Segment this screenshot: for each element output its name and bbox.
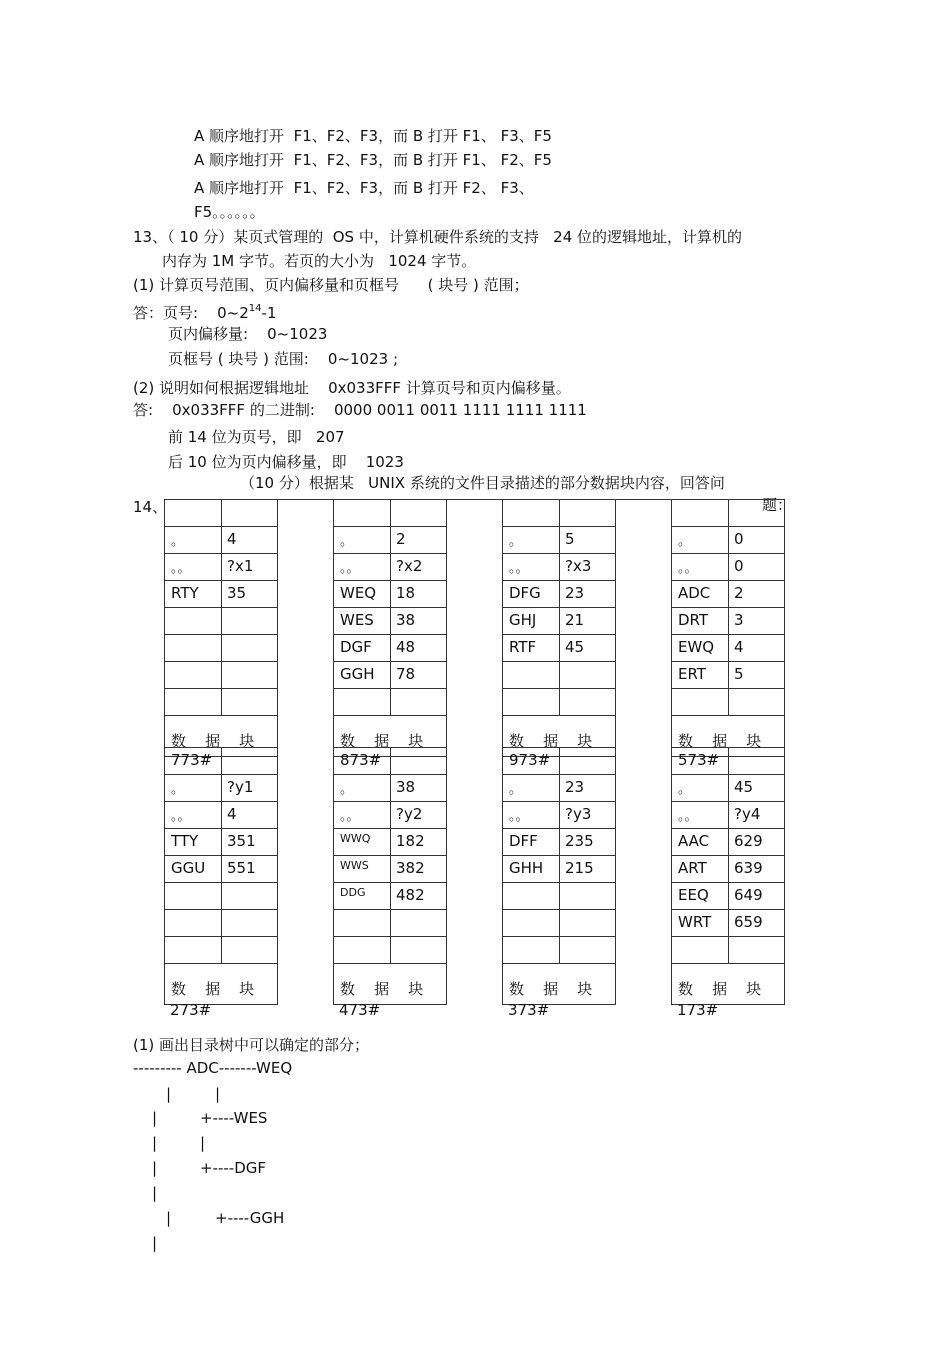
table-row [165,774,277,801]
q13-answer1-frame: 页框号 ( 块号 ) 范围: 0~1023 ; [168,350,399,368]
bottom-data-block [671,747,785,1005]
table-row [334,882,446,909]
entry-inode: 215 [565,859,594,877]
table-row [165,499,277,526]
entry-inode: 659 [734,913,763,931]
table-row [334,801,446,828]
entry-inode: ?y4 [734,805,761,823]
entry-name: GGU [171,859,206,877]
entry-inode: 23 [565,584,585,602]
entry-name: 。。 [509,809,529,824]
block-id: 573# [678,751,720,769]
entry-inode: 2 [396,530,406,548]
q13-line1: 13、（ 10 分）某页式管理的 OS 中，计算机硬件系统的支持 24 位的逻辑地址，计算机的 [133,228,743,246]
entry-inode: 382 [396,859,425,877]
q13-answer1: 答：页号: $0\sim 2^{14}-1$ [133,303,277,322]
block-label: 数 据 块 [340,732,424,750]
entry-inode: 182 [396,832,425,850]
tree-node-dgf: +----DGF [200,1159,267,1177]
table-row [334,634,446,661]
entry-inode: 351 [227,832,256,850]
table-row [334,688,446,715]
table-row [334,936,446,963]
table-row [165,828,277,855]
tree-branch: | [152,1134,158,1152]
entry-inode: 629 [734,832,763,850]
q13-line2: 内存为 1M 字节。若页的大小为 1024 字节。 [162,252,477,270]
entry-name: 。 [171,782,185,797]
table-row [672,688,784,715]
entry-inode: 78 [396,665,416,683]
tree-branch: | [152,1184,158,1202]
tree-root-line: --------- ADC-------WEQ [133,1059,293,1077]
tree-branch: | [215,1085,221,1103]
entry-inode: 0 [734,557,744,575]
entry-inode: 23 [565,778,585,796]
table-row [165,688,277,715]
q13-answer2: 答: 0x033FFF 的二进制: 0000 0011 0011 1111 1111 1111 [133,401,587,419]
table-row [503,688,615,715]
top-data-block [671,499,785,757]
block-label: 数 据 块 [171,980,255,998]
table-row [165,855,277,882]
table-row [672,774,784,801]
bottom-data-block [333,747,447,1005]
option-line-2: A 顺序地打开 F1、F2、F3，而 B 打开 F1、 F2、F5 [194,151,552,169]
entry-inode: 45 [734,778,754,796]
entry-inode: 48 [396,638,416,656]
entry-inode: 2 [734,584,744,602]
table-row [672,526,784,553]
entry-inode: 45 [565,638,585,656]
entry-name: 。 [678,534,692,549]
entry-name: ADC [678,584,711,602]
entry-inode: 5 [734,665,744,683]
q14-number: 14、 [133,498,168,516]
table-row [165,580,277,607]
entry-inode: 482 [396,886,425,904]
entry-name: 。 [340,782,354,797]
table-row [165,909,277,936]
table-row [672,909,784,936]
table-row [165,526,277,553]
top-data-block [164,499,278,757]
block-label: 数 据 块 [509,980,593,998]
entry-inode: 4 [227,805,237,823]
table-row [503,828,615,855]
option-line-3: A 顺序地打开 F1、F2、F3，而 B 打开 F2、 F3、 [194,179,534,197]
q13-part1: (1) 计算页号范围、页内偏移量和页框号 ( 块号 ) 范围； [133,276,529,294]
entry-name: DRT [678,611,709,629]
table-row [503,747,615,774]
table-row [334,909,446,936]
table-row [503,774,615,801]
q14-part1: (1) 画出目录树中可以确定的部分； [133,1036,370,1054]
q13-answer1-offset: 页内偏移量: 0~1023 [168,325,328,343]
block-id: 873# [340,751,382,769]
entry-name: 。。 [678,809,698,824]
table-row [503,499,615,526]
block-label: 数 据 块 [340,980,424,998]
table-row [334,747,446,774]
table-row [672,580,784,607]
entry-name: GGH [340,665,375,683]
table-row [165,936,277,963]
table-row [672,553,784,580]
q14-text: （10 分）根据某 UNIX 系统的文件目录描述的部分数据块内容，回答问 [240,474,725,492]
q13-part2: (2) 说明如何根据逻辑地址 0x033FFF 计算页号和页内偏移量。 [133,379,571,397]
entry-name: 。。 [678,561,698,576]
entry-name: 。。 [171,809,191,824]
tree-branch: | [166,1085,172,1103]
table-row [503,909,615,936]
entry-inode: ?y3 [565,805,592,823]
block-number: 373# [508,1001,550,1019]
entry-inode: 639 [734,859,763,877]
table-row [503,936,615,963]
entry-inode: 18 [396,584,416,602]
entry-name: 。 [171,534,185,549]
table-row [334,661,446,688]
entry-name: 。 [340,534,354,549]
entry-name: 。 [509,534,523,549]
table-row [165,607,277,634]
table-row [503,801,615,828]
entry-name: GHJ [509,611,537,629]
table-row [334,526,446,553]
entry-inode: ?x3 [565,557,592,575]
entry-inode: 0 [734,530,744,548]
entry-name: WES [340,611,374,629]
option-line-4: F5。。。。。。 [194,203,265,221]
bottom-data-block [502,747,616,1005]
entry-inode: ?y1 [227,778,254,796]
entry-inode: 21 [565,611,585,629]
tree-node-wes: +----WES [200,1109,268,1127]
entry-name: RTF [509,638,537,656]
entry-name: 。。 [340,809,360,824]
entry-inode: 3 [734,611,744,629]
table-row [334,828,446,855]
entry-name: DGF [340,638,372,656]
block-label: 数 据 块 [678,732,762,750]
table-row [165,747,277,774]
table-row [672,634,784,661]
block-label: 数 据 块 [509,732,593,750]
table-row [503,661,615,688]
entry-inode: 38 [396,778,416,796]
table-row [503,580,615,607]
entry-name: TTY [171,832,199,850]
table-row [334,580,446,607]
table-row [503,855,615,882]
entry-name: DFG [509,584,541,602]
entry-inode: 38 [396,611,416,629]
entry-name: RTY [171,584,199,602]
option-line-1: A 顺序地打开 F1、F2、F3，而 B 打开 F1、 F3、F5 [194,127,552,145]
block-number: 473# [339,1001,381,1019]
block-id: 773# [171,751,213,769]
table-row [672,801,784,828]
entry-name: WRT [678,913,712,931]
entry-name: 。。 [171,561,191,576]
table-row [165,882,277,909]
table-row [334,607,446,634]
entry-inode: ?x1 [227,557,254,575]
entry-name: WEQ [340,584,377,602]
entry-inode: 649 [734,886,763,904]
q13-answer2-offset: 后 10 位为页内偏移量，即 1023 [168,453,404,471]
entry-name: 。。 [509,561,529,576]
tree-node-ggh: +----GGH [215,1209,285,1227]
tree-branch: | [166,1209,172,1227]
entry-name: 。。 [340,561,360,576]
entry-name: ERT [678,665,706,683]
table-row [672,607,784,634]
table-row [334,553,446,580]
table-top-border [164,499,783,500]
block-label: 数 据 块 [171,732,255,750]
entry-name: DFF [509,832,538,850]
entry-name: WWQ [340,832,371,845]
table-row [165,661,277,688]
table-row [503,553,615,580]
table-row [165,634,277,661]
entry-name: GHH [509,859,544,877]
q14-wrap: 题： [762,496,793,514]
table-row [672,882,784,909]
table-row [334,855,446,882]
entry-inode: 4 [734,638,744,656]
table-row [334,499,446,526]
table-row [672,661,784,688]
entry-name: EWQ [678,638,715,656]
block-number: 173# [677,1001,719,1019]
tree-branch: | [152,1159,158,1177]
block-label: 数 据 块 [678,980,762,998]
entry-inode: 4 [227,530,237,548]
entry-inode: 235 [565,832,594,850]
tree-branch: | [152,1109,158,1127]
bottom-data-block [164,747,278,1005]
table-row [672,855,784,882]
entry-name: AAC [678,832,710,850]
entry-name: WWS [340,859,369,872]
entry-name: ART [678,859,707,877]
entry-inode: ?x2 [396,557,423,575]
block-id: 973# [509,751,551,769]
entry-inode: ?y2 [396,805,423,823]
entry-inode: 35 [227,584,247,602]
table-row [334,774,446,801]
table-row [503,634,615,661]
top-data-block [502,499,616,757]
entry-name: 。 [678,782,692,797]
entry-name: EEQ [678,886,709,904]
tree-branch: | [200,1134,206,1152]
tree-branch: | [152,1234,158,1252]
entry-name: 。 [509,782,523,797]
top-data-block [333,499,447,757]
entry-inode: 5 [565,530,575,548]
table-row [165,553,277,580]
table-row [503,607,615,634]
table-row [672,499,784,526]
table-row [165,801,277,828]
entry-name: DDG [340,886,366,899]
table-row [672,747,784,774]
table-row [503,882,615,909]
table-row [503,526,615,553]
table-row [672,936,784,963]
q13-answer2-page: 前 14 位为页号，即 207 [168,428,345,446]
entry-inode: 551 [227,859,256,877]
block-number: 273# [170,1001,212,1019]
table-row [672,828,784,855]
